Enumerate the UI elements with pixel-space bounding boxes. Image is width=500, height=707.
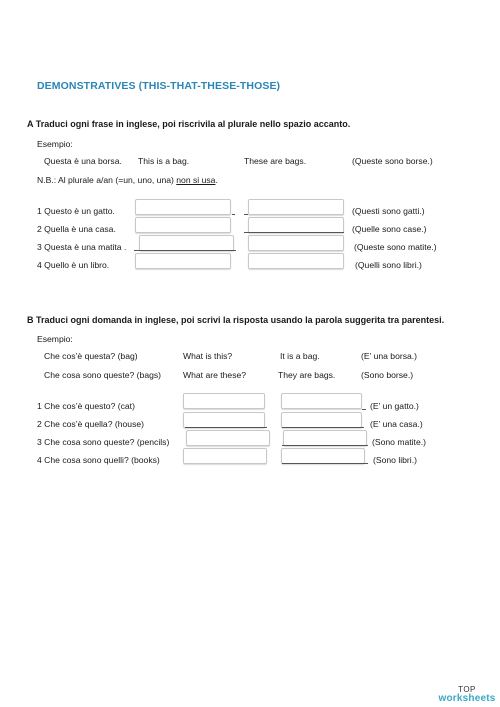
example-b1-answer: It is a bag. <box>280 351 320 361</box>
b-item-1-prompt: 1 Che cos’è questo? (cat) <box>37 401 135 411</box>
b-item-3-question-input[interactable] <box>186 430 270 446</box>
section-b-example-label: Esempio: <box>37 334 73 344</box>
b-item-2-prompt: 2 Che cos’è quella? (house) <box>37 419 145 429</box>
b-item-2-hint: (E’ una casa.) <box>370 419 423 429</box>
example-b2-italian: Che cosa sono queste? (bags) <box>44 370 162 380</box>
a-item-4-hint: (Quelli sono libri.) <box>355 260 422 270</box>
a-item-3-plural-input[interactable] <box>248 235 344 251</box>
section-a-instruction: Traduci ogni frase in inglese, poi riscrivila al plurale nello spazio accanto. <box>35 119 351 129</box>
example-a-hint: (Queste sono borse.) <box>352 156 433 166</box>
b-item-2-underline-2 <box>282 427 364 428</box>
a-item-1-hint: (Questi sono gatti.) <box>352 206 425 216</box>
section-a-example-label: Esempio: <box>37 139 73 149</box>
top-worksheets-logo <box>437 686 497 704</box>
a-item-1-plural-input[interactable] <box>248 199 344 215</box>
logo-line-worksheets: worksheets <box>438 693 496 704</box>
b-item-3-hint: (Sono matite.) <box>372 437 426 447</box>
example-b2-hint: (Sono borse.) <box>361 370 414 380</box>
example-a-italian: Questa è una borsa. <box>44 156 122 166</box>
example-b2-question: What are these? <box>183 370 247 380</box>
b-item-4-prompt: 4 Che cosa sono quelli? (books) <box>37 455 160 465</box>
page-title: DEMONSTRATIVES (THIS-THAT-THESE-THOSE) <box>37 80 281 92</box>
a-item-3-hint: (Queste sono matite.) <box>354 242 437 252</box>
b-item-3-underline <box>282 445 368 446</box>
a-item-3-translation-input[interactable] <box>139 235 234 251</box>
a-item-2-plural-input[interactable] <box>248 217 344 233</box>
a-item-3-underline <box>134 250 236 251</box>
section-b-letter: B <box>27 315 34 325</box>
a-item-1-underline <box>232 214 235 215</box>
example-a-plural: These are bags. <box>244 156 307 166</box>
section-a-heading <box>27 119 350 129</box>
a-item-4-plural-input[interactable] <box>248 253 344 269</box>
a-item-2-translation-input[interactable] <box>135 217 231 233</box>
section-b-instruction: Traduci ogni domanda in inglese, poi scrivi la risposta usando la parola suggerita tra parentesi. <box>36 315 445 325</box>
example-a-english: This is a bag. <box>138 156 190 166</box>
example-b1-hint: (E’ una borsa.) <box>361 351 418 361</box>
logo-line-top: TOP <box>458 685 476 694</box>
example-b2-answer: They are bags. <box>278 370 336 380</box>
b-item-4-hint: (Sono libri.) <box>373 455 417 465</box>
b-item-1-answer-input[interactable] <box>281 393 362 409</box>
a-item-4-prompt: 4 Quello è un libro. <box>37 260 110 270</box>
b-item-1-underline <box>362 409 366 410</box>
b-item-2-answer-input[interactable] <box>281 412 362 428</box>
b-item-3-answer-input[interactable] <box>283 430 367 446</box>
example-b1-question: What is this? <box>183 351 233 361</box>
section-b-heading <box>27 315 444 325</box>
a-item-4-translation-input[interactable] <box>135 253 231 269</box>
b-item-4-underline <box>282 463 368 464</box>
example-b1-italian: Che cos’è questa? (bag) <box>44 351 138 361</box>
a-item-2-hint: (Quelle sono case.) <box>352 224 427 234</box>
a-item-2-prompt: 2 Quella è una casa. <box>37 224 116 234</box>
a-item-1-underline-2 <box>244 214 248 215</box>
plural-note: N.B.: Al plurale a/an (=un, uno, una) non si usa. <box>37 175 218 185</box>
b-item-2-underline <box>185 427 267 428</box>
b-item-4-answer-input[interactable] <box>281 448 365 464</box>
section-a-letter: A <box>27 119 34 129</box>
b-item-3-prompt: 3 Che cosa sono queste? (pencils) <box>37 437 170 447</box>
a-item-3-prompt: 3 Questa è una matita . <box>37 242 127 252</box>
b-item-2-question-input[interactable] <box>183 412 265 428</box>
a-item-2-underline <box>244 232 344 233</box>
a-item-1-prompt: 1 Questo è un gatto. <box>37 206 115 216</box>
b-item-1-hint: (E’ un gatto.) <box>370 401 419 411</box>
a-item-1-translation-input[interactable] <box>135 199 231 215</box>
b-item-4-question-input[interactable] <box>183 448 267 464</box>
b-item-1-question-input[interactable] <box>183 393 265 409</box>
